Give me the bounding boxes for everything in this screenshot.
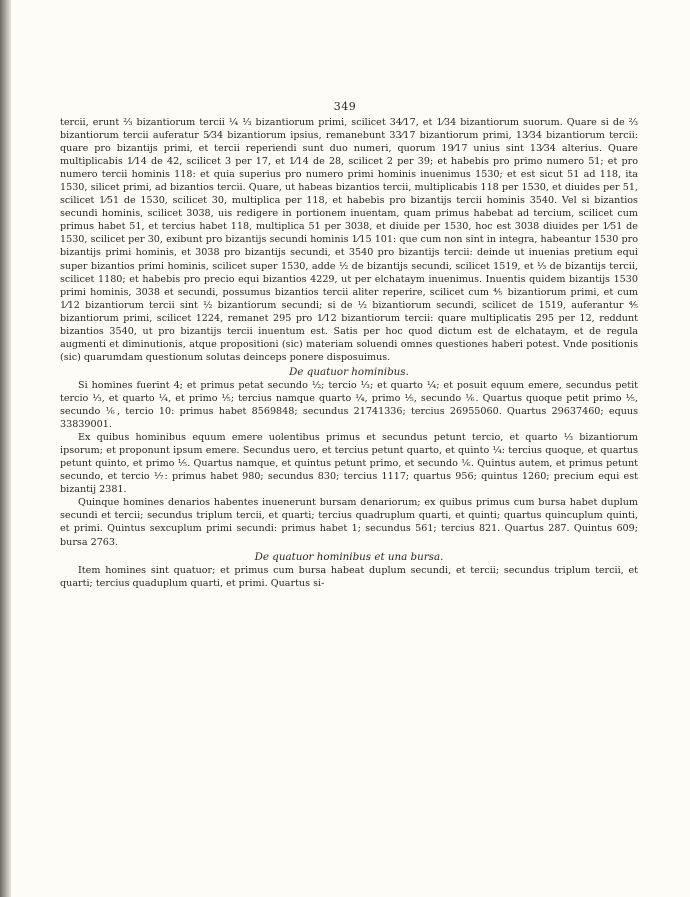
paragraph-quinque-hominibus: Ex quibus hominibus equum emere uolentibus primus et secundus petunt tercio, et quarto ⅓ bizantiorum ipsorum; et proponunt ipsum emere. Secundus uero, et tercius petunt quarto, et quinto ¼: tercius quoque, et quartus petunt quinto, et primo ⅕. Quartus namque, et quintus petunt primo, et secundo ⅙. Quintus autem, et primus petunt secundo, et tercio ⅐: primus habet 980; secundus 830; tercius 1117; quartus 956; quintus 1260; precium equi est bizantij 2381. [60,432,638,496]
binding-gutter [0,0,11,897]
paragraph-bursa: Quinque homines denarios habentes inuenerunt bursam denariorum; ex quibus primus cum bursa habet duplum secundi et tercii; secundus triplum tercii, et quarti; tercius quadruplum quarti, et quinti; quartus quincuplum quinti, et primi. Quintus sexcuplum primi secundi: primus habet 1; secundus 561; tercius 821. Quartus 287. Quintus 609; bursa 2763. [60,497,638,548]
paragraph-item-homines: Item homines sint quatuor; et primus cum bursa habeat duplum secundi, et tercii; secundus triplum tercii, et quarti; tercius quaduplum quarti, et primi. Quartus si- [60,564,638,589]
page-text [60,116,638,590]
section-heading: De quatuor hominibus. [289,365,409,378]
page-number: 349 [333,100,357,113]
paragraph-quatuor-hominibus: Si homines fuerint 4; et primus petat secundo ½; tercio ⅓; et quarto ¼; et posuit equum emere, secundus petit tercio ⅓, et quarto ¼, et primo ⅕; tercius namque quarto ¼, primo ⅕, secundo ⅙. Quartus quoque petit primo ⅕, secundo ⅙, tercio 10: primus habet 8569848; secundus 21741336; tercius 26955060. Quartus 29637460; equus 33839001. [60,379,638,431]
section-heading-bursa: De quatuor hominibus et una bursa. [254,550,444,563]
paragraph-body: tercii, erunt ⅔ bizantiorum tercii ¼ ⅓ bizantiorum primi, scilicet 34⁄17, et 1⁄34 bizantiorum suorum. Quare si de ⅔ bizantiorum tercii auferatur 5⁄34 bizantiorum ipsius, remanebunt 33⁄17 bizantiorum primi, 13⁄34 bizantiorum tercii: quare pro bizantijs primi, et tercii reperiendi sunt duo numeri, quorum 19⁄17 unius sint 13⁄34 alterius. Quare multiplicabis 1⁄14 de 42, scilicet 3 per 17, et 1⁄14 de 28, scilicet 2 per 39; et habebis pro primo numero 51; et pro numero tercii hominis 118: et quia superius pro numero primi hominis inuenimus 1530; et est sicut 51 ad 118, ita 1530, silicet primi, ad bizantios tercii. Quare, ut habeas bizantios tercii, multiplicabis 118 per 1530, et diuides per 51, scilicet 1⁄51 de 1530, scilicet 30, multiplica per 118, et habebis pro bizantijs tercii hominis 3540. Vel si bizantios secundi hominis, scilicet 3038, uis redigere in portionem inuentam, quam primus habebat ad tercium, scilicet cum primus habet 51, et tercius habet 118, multiplica 51 per 3038, et diuide per 1530, hoc est 3038 diuides per 1⁄51 de 1530, scilicet per 30, exibunt pro bizantijs secundi hominis 1⁄15 101: que cum non sint in integra, habeantur 1530 pro bizantijs primi hominis, et 3038 pro bizantijs secundi, et 3540 pro bizantijs tercii: deinde ut inuenias pretium equi super bizantios primi hominis, scilicet super 1530, adde ½ de bizantijs secundi, scilicet 1519, et ⅓ de bizantijs tercii, scilicet 1180; et habebis pro precio equi bizantios 4229, ut per elchataym inuenimus. Inuentis quidem bizantijs 1530 primi hominis, 3038 et secundi, possumus bizantios tercii aliter reperire, scilicet cum ⅘ bizantiorum primi, et cum 1⁄12 bizantiorum tercii sint ½ bizantiorum secundi; si de ½ bizantiorum secundi, scilicet de 1519, auferantur ⅘ bizantiorum primi, scilicet 1224, remanet 295 pro 1⁄12 bizantiorum tercii: quare multiplicatis 295 per 12, reddunt bizantios 3540, ut pro bizantijs tercii inuentum est. Satis per hoc quod dictum est de elchataym, et de regula augmenti et diminutionis, atque propositioni (sic) materiam soluendi omnes questiones haberi potest. Vnde positionis (sic) quarumdam questionum solutas deinceps ponere disposuimus. [60,117,638,363]
